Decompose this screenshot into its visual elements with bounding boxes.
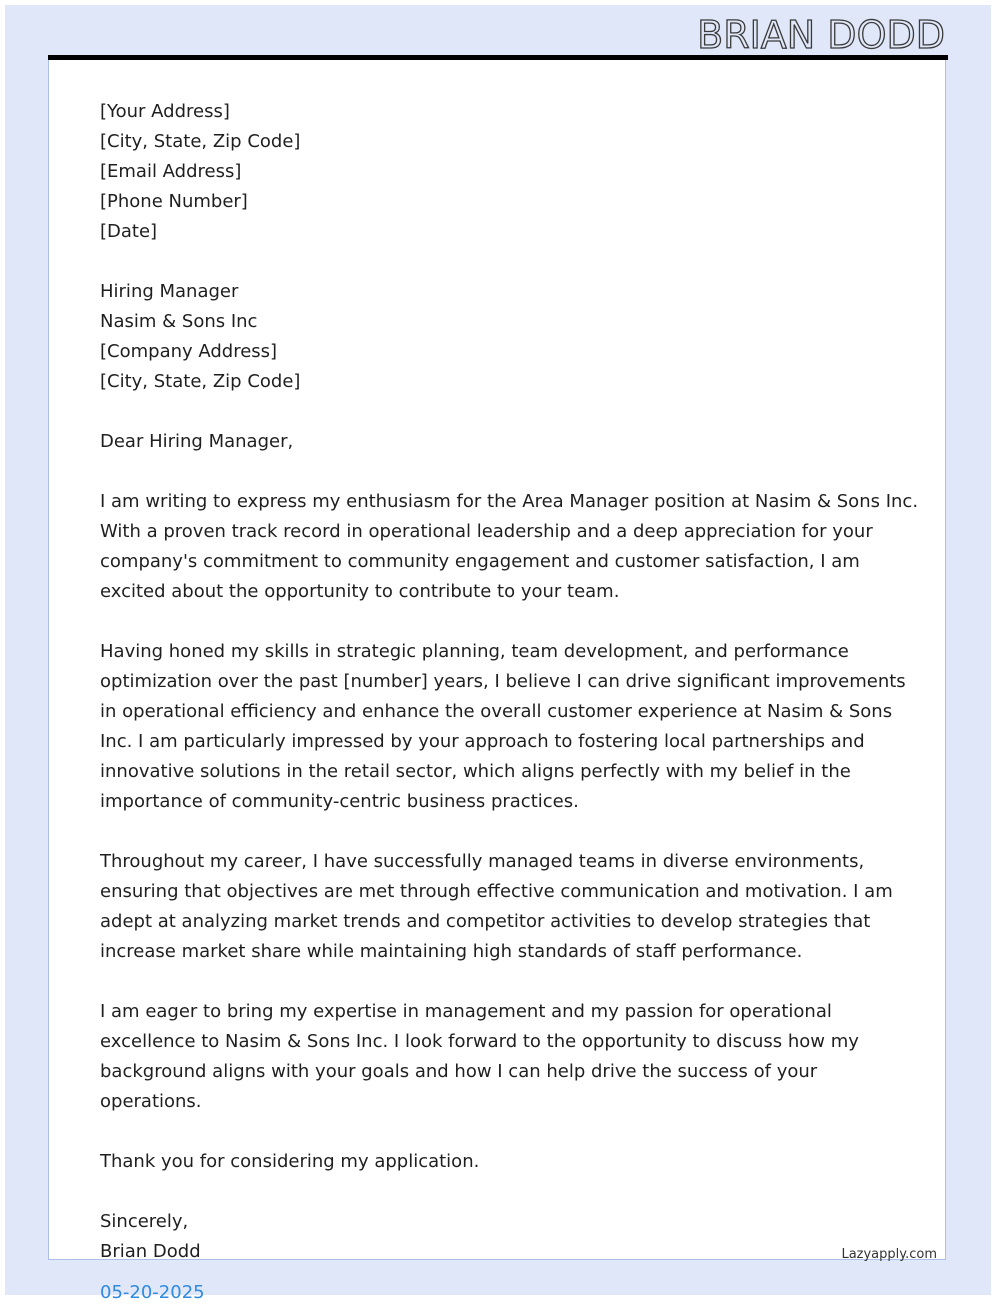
recipient-city-state-zip: [City, State, Zip Code] [100, 371, 301, 392]
signature: Brian Dodd [100, 1241, 201, 1262]
paragraph-skills: Having honed my skills in strategic planning, team development, and performance optimization over the past [number] years, I believe I can drive significant improvements in operational efficiency and enhance the overall customer experience at Nasim & Sons Inc. I am particularly impressed by your approach to fostering local partnerships and innovative solutions in the retail sector, which aligns perfectly with my belief in the importance of community-centric business practices. [100, 641, 906, 812]
sender-date: [Date] [100, 221, 158, 242]
sender-phone: [Phone Number] [100, 191, 248, 212]
date-stamp: 05-20-2025 [100, 1282, 205, 1303]
recipient-company-address: [Company Address] [100, 341, 278, 362]
salutation: Dear Hiring Manager, [100, 431, 294, 452]
sender-address: [Your Address] [100, 101, 230, 122]
header-name: BRIAN DODD [697, 13, 945, 57]
watermark: Lazyapply.com [841, 1247, 937, 1262]
closing: Sincerely, [100, 1211, 189, 1232]
paragraph-intro: I am writing to express my enthusiasm for the Area Manager position at Nasim & Sons Inc. With a proven track record in operational leadership and a deep appreciation for your company's commitment to community engagement and customer satisfaction, I am excited about the opportunity to contribute to your team. [100, 491, 919, 602]
recipient-title: Hiring Manager [100, 281, 239, 302]
recipient-address-block [100, 277, 900, 397]
sender-address-block [100, 97, 900, 247]
sender-city-state-zip: [City, State, Zip Code] [100, 131, 301, 152]
paragraph-closing: I am eager to bring my expertise in management and my passion for operational excellence to Nasim & Sons Inc. I look forward to the opportunity to discuss how my background aligns with your goals and how I can help drive the success of your operations. [100, 1001, 859, 1112]
sender-email: [Email Address] [100, 161, 242, 182]
cover-letter-body [100, 97, 919, 1267]
paragraph-thanks: Thank you for considering my application. [100, 1151, 480, 1172]
recipient-company: Nasim & Sons Inc [100, 311, 258, 332]
paragraph-experience: Throughout my career, I have successfully managed teams in diverse environments, ensuring that objectives are met through effective communication and motivation. I am adept at analyzing market trends and competitor activities to develop strategies that increase market share while maintaining high standards of staff performance. [100, 851, 893, 962]
